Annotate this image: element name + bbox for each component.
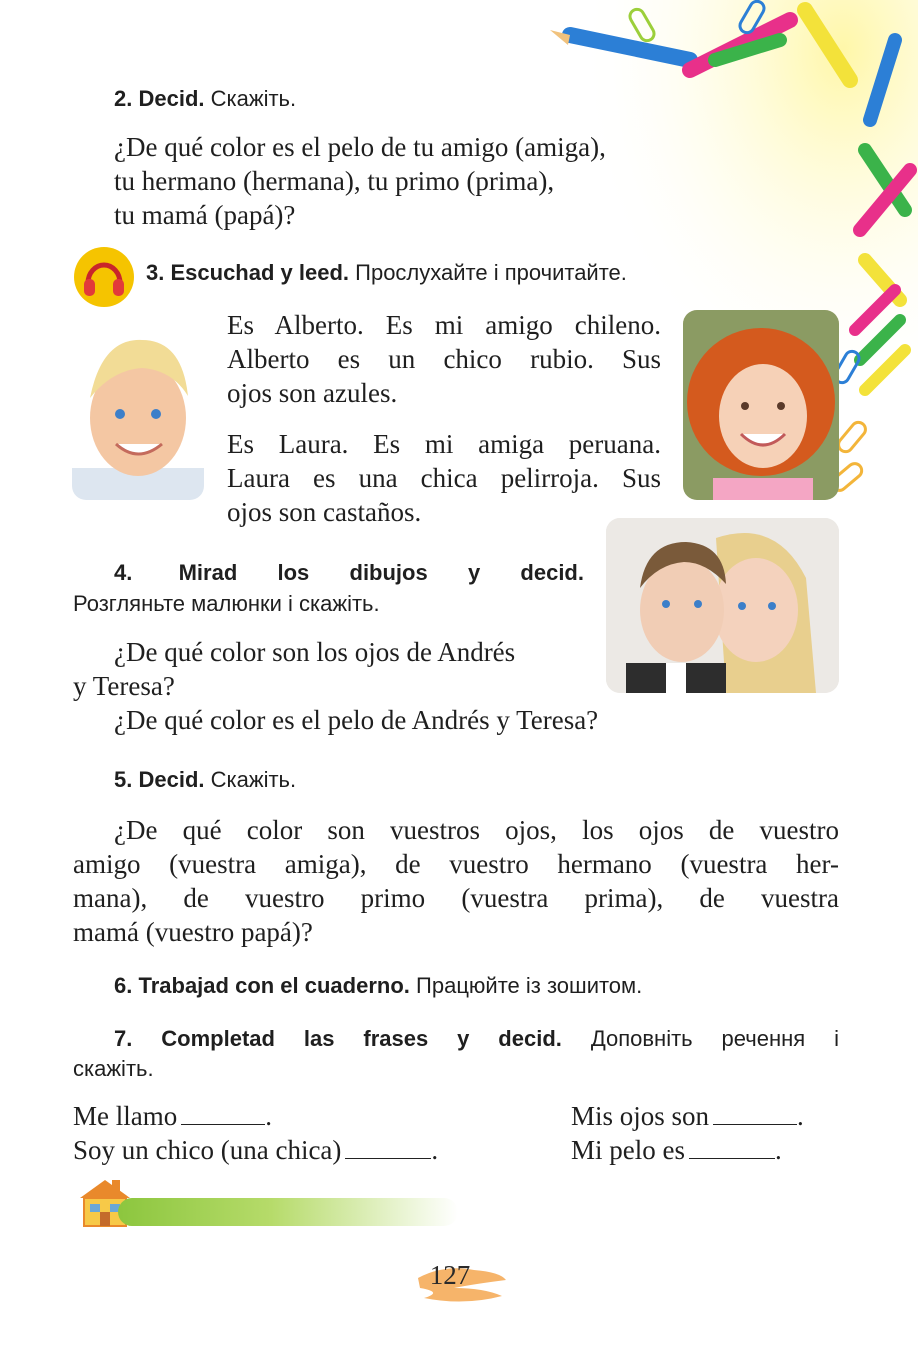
- exercise-3-paragraph-1: [227, 308, 661, 410]
- exercise-4-heading: [114, 558, 584, 588]
- exercise-4-question-2: ¿De qué color es el pelo de Andrés y Teresa?: [114, 705, 599, 735]
- title-word: los: [277, 560, 310, 585]
- exercise-3-paragraph-2: [227, 427, 661, 529]
- exercise-translation: Скажіть.: [210, 767, 297, 792]
- exercise-6-heading: [114, 971, 642, 1001]
- text-line: Es Alberto. Es mi amigo chileno.: [227, 310, 661, 340]
- exercise-number: 2.: [114, 86, 133, 111]
- sentence-end: .: [775, 1135, 782, 1165]
- exercise-4-translation: Розгляньте малюнки і скажіть.: [73, 591, 380, 616]
- fill-in-sentence: [571, 1099, 804, 1133]
- exercise-title: Trabajad con el cuaderno.: [138, 973, 410, 998]
- exercise-number: 6.: [114, 973, 133, 998]
- chapter-progress-bar: [118, 1198, 458, 1226]
- question-line: ¿De qué color es el pelo de tu amigo (amiga),: [114, 132, 606, 162]
- exercise-number: 3.: [146, 260, 165, 285]
- exercise-4-question-1: ¿De qué color son los ojos de Andrés: [114, 637, 516, 667]
- sentence-end: .: [797, 1101, 804, 1131]
- sentence-text: Mi pelo es: [571, 1135, 685, 1165]
- fill-in-blank[interactable]: [345, 1136, 431, 1159]
- text-line: amigo (vuestra amiga), de vuestro hermano (vuestra her-: [73, 849, 839, 879]
- exercise-translation: Прослухайте і прочитайте.: [355, 260, 627, 285]
- title-word: y: [467, 560, 481, 585]
- fill-in-blank[interactable]: [713, 1102, 797, 1125]
- fill-in-sentence: [571, 1133, 782, 1167]
- photo-laura: [683, 310, 839, 500]
- exercise-5-heading: [114, 765, 296, 795]
- exercise-title: Decid.: [138, 767, 205, 792]
- exercise-7-translation-cont: скажіть.: [73, 1056, 154, 1081]
- exercise-2-question: [114, 130, 606, 232]
- exercise-number: 7.: [114, 1026, 133, 1051]
- title-word: Mirad: [178, 560, 238, 585]
- text-line: ojos son azules.: [227, 378, 398, 408]
- page-number: 127: [429, 1260, 471, 1290]
- fill-in-sentence: [73, 1133, 438, 1167]
- question-line: tu mamá (papá)?: [114, 200, 296, 230]
- exercise-7-heading: [114, 1024, 839, 1054]
- text-line: Laura es una chica pelirroja. Sus: [227, 463, 661, 493]
- exercise-title: Decid.: [138, 86, 205, 111]
- title-word: dibujos: [349, 560, 428, 585]
- text-line: ojos son castaños.: [227, 497, 422, 527]
- page-number-badge: [414, 1258, 510, 1308]
- exercise-translation: Скажіть.: [210, 86, 297, 111]
- exercise-title: Escuchad y leed.: [170, 260, 350, 285]
- text-line: mamá (vuestro papá)?: [73, 917, 313, 947]
- headphones-icon: [72, 245, 136, 309]
- exercise-number: 5.: [114, 767, 133, 792]
- fill-in-sentence: [73, 1099, 272, 1133]
- audio-button[interactable]: [72, 245, 136, 309]
- photo-alberto: [72, 318, 204, 500]
- text-line: ¿De qué color son vuestros ojos, los ojos de vuestro: [114, 815, 839, 845]
- exercise-2-heading: [114, 84, 296, 114]
- text-line: Alberto es un chico rubio. Sus: [227, 344, 661, 374]
- sentence-end: .: [431, 1135, 439, 1165]
- exercise-translation: Доповніть речення і: [590, 1026, 840, 1051]
- sentence-end: .: [265, 1101, 272, 1131]
- exercise-translation: Працюйте із зошитом.: [416, 973, 643, 998]
- exercise-5-question: [73, 813, 839, 949]
- exercise-title: Completad las frases y decid.: [161, 1026, 562, 1051]
- fill-in-blank[interactable]: [689, 1136, 775, 1159]
- sentence-text: Me llamo: [73, 1101, 178, 1131]
- text-line: mana), de vuestro primo (vuestra prima), de vuestra: [73, 883, 839, 913]
- exercise-number: 4.: [114, 560, 133, 585]
- sentence-text: Soy un chico (una chica): [73, 1135, 342, 1165]
- exercise-4-question-1-cont: y Teresa?: [73, 671, 175, 701]
- fill-in-blank[interactable]: [181, 1102, 265, 1125]
- sentence-text: Mis ojos son: [571, 1101, 710, 1131]
- photo-andres-teresa: [606, 518, 839, 693]
- exercise-3-heading: [146, 258, 627, 288]
- text-line: Es Laura. Es mi amiga peruana.: [227, 429, 661, 459]
- question-line: tu hermano (hermana), tu primo (prima),: [114, 166, 555, 196]
- title-word: decid.: [520, 560, 584, 585]
